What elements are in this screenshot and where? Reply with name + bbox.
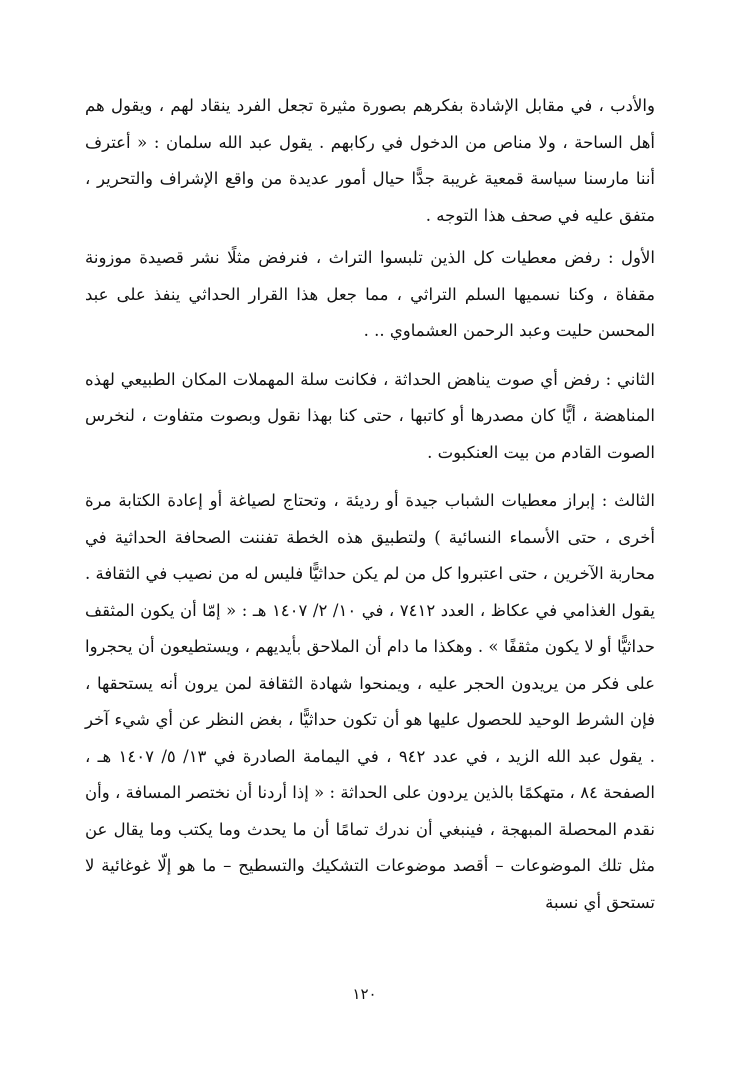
body-text xyxy=(85,88,655,921)
paragraph-second-point: الثاني : رفض أي صوت يناهض الحداثة ، فكانت سلة المهملات المكان الطبيعي لهذه المناهضة ، أيًّا كان مصدرها أو كاتبها ، حتى كنا بهذا نقول وبصوت متفاوت ، لنخرس الصوت القادم من بيت العنكبوت . xyxy=(85,369,655,462)
paragraph-intro: والأدب ، في مقابل الإشادة بفكرهم بصورة مثيرة تجعل الفرد ينقاد لهم ، ويقول هم أهل الساحة ، ولا مناص من الدخول في ركابهم . يقول عبد الله سلمان : « أعترف أننا مارسنا سياسة قمعية غريبة جدًّا حيال أمور عديدة من واقع الإشراف والتحرير ، متفق عليه في صحف هذا التوجه . xyxy=(85,96,655,225)
paragraph-third-point: الثالث : إبراز معطيات الشباب جيدة أو رديئة ، وتحتاج لصياغة أو إعادة الكتابة مرة أخرى ، حتى الأسماء النسائية ) ولتطبيق هذه الخطة تفننت الصحافة الحداثية في محاربة الآخرين ، حتى اعتبروا كل من لم يكن حداثيًّا فليس له من نصيب في الثقافة . يقول الغذامي في عكاظ ، العدد ٧٤١٢ ، في ١٠/ ٢/ ١٤٠٧ هـ : « إمّا أن يكون المثقف حداثيًّا أو لا يكون مثقفًا » . وهكذا ما دام أن الملاحق بأيديهم ، ويستطيعون أن يحجروا على فكر من يريدون الحجر عليه ، ويمنحوا شهادة الثقافة لمن يرون أنه يستحقها ، فإن الشرط الوحيد للحصول عليها هو أن تكون حداثيًّا ، بغض النظر عن أي شيء آخر . يقول عبد الله الزيد ، في عدد ٩٤٢ ، في اليمامة الصادرة في ١٣/ ٥/ ١٤٠٧ هـ ، الصفحة ٨٤ ، متهكمًا بالذين يردون على الحداثة : « إذا أردنا أن نختصر المسافة ، وأن نقدم المحصلة المبهجة ، فينبغي أن ندرك تمامًا أن ما يحدث وما يكتب وما يقال عن مثل تلك الموضوعات – أقصد موضوعات التشكيك والتسطيح – ما هو إلّا غوغائية لا تستحق أي نسبة xyxy=(85,491,655,912)
page-number: ١٢٠ xyxy=(352,985,377,1003)
paragraph-first-point: الأول : رفض معطيات كل الذين تلبسوا التراث ، فنرفض مثلًا نشر قصيدة موزونة مقفاة ، وكنا نسميها السلم التراثي ، مما جعل هذا القرار الحداثي ينفذ على عبد المحسن حليت وعبد الرحمن العشماوي .. . xyxy=(85,248,655,340)
